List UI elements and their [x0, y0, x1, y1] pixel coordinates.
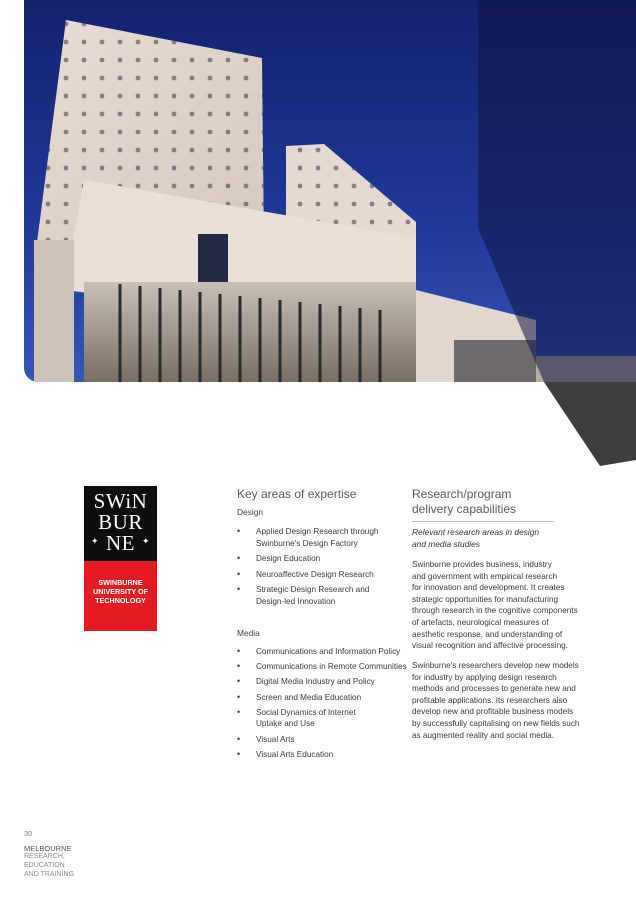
list-item: • Social Dynamics of Internet Uptake and Use: [237, 707, 409, 730]
page-number: 30: [24, 829, 33, 838]
logo-line-2: BUR: [98, 510, 143, 534]
divider: [412, 521, 554, 522]
delivery-paragraph-2: Swinburne's researchers develop new models for industry by applying design research methods and processes to generate new and profitable applications. Its researchers also develop new and profitable business models by successfully capitalising on new fields such as augmented reality and social media.: [412, 661, 580, 740]
delivery-heading-line-1: Research/program: [412, 487, 512, 501]
list-item: • Communications in Remote Communities: [237, 661, 409, 673]
footer-subtitle-line-1: RESEARCH,: [24, 853, 65, 860]
logo-line-3: NE: [106, 531, 135, 555]
building-photo-image: [24, 0, 636, 382]
list-item: • Applied Design Research through Swinburne's Design Factory: [237, 526, 405, 549]
logo-name-line-1: SWINBURNE: [98, 578, 143, 587]
delivery-subheading-line-1: Relevant research areas in design: [412, 527, 540, 537]
media-list: [237, 646, 409, 760]
delivery-subheading-line-2: and media studies: [412, 538, 480, 549]
list-item: • Screen and Media Education: [237, 692, 409, 704]
list-item: • Neuroaffective Design Research: [237, 569, 405, 581]
list-item: • Design Education: [237, 553, 405, 565]
star-icon: ✦: [142, 536, 150, 546]
design-list: [237, 526, 405, 608]
list-item: • Strategic Design Research and Design-led Innovation: [237, 584, 405, 607]
delivery-heading-line-2: delivery capabilities: [412, 502, 517, 516]
media-heading: Media: [237, 628, 260, 638]
logo-university-name: [84, 578, 157, 605]
list-item: • Visual Arts Education: [237, 749, 409, 761]
logo-wordmark-block: [84, 486, 157, 561]
logo-name-line-2: UNIVERSITY OF: [93, 587, 148, 596]
delivery-subheading: [412, 527, 539, 550]
expertise-heading: Key areas of expertise: [237, 487, 357, 501]
footer-subtitle-line-2: EDUCATION: [24, 862, 65, 869]
hero-photo: [24, 0, 636, 382]
logo-name-line-3: TECHNOLOGY: [95, 596, 146, 605]
star-icon: ✦: [91, 536, 99, 546]
footer-subtitle-line-3: AND TRAINING: [24, 871, 75, 878]
list-item: • Digital Media Industry and Policy: [237, 676, 409, 688]
delivery-heading: [412, 487, 516, 517]
list-item: • Visual Arts: [237, 734, 409, 746]
logo-name-block: [84, 561, 157, 631]
logo-line-1: SWiN: [93, 489, 148, 513]
design-heading: Design: [237, 507, 264, 517]
swinburne-logo: [84, 486, 157, 631]
delivery-paragraph-1: Swinburne provides business, industry and government with empirical research for innovation and development. It creates strategic opportunities for manufacturing through research in the cognitive components of artefacts, neurological measures of aesthetic response, and understanding of visual recognition and affective processing.: [412, 560, 578, 651]
footer-section-title: MELBOURNE: [24, 844, 72, 853]
list-item: • Communications and Information Policy: [237, 646, 409, 658]
